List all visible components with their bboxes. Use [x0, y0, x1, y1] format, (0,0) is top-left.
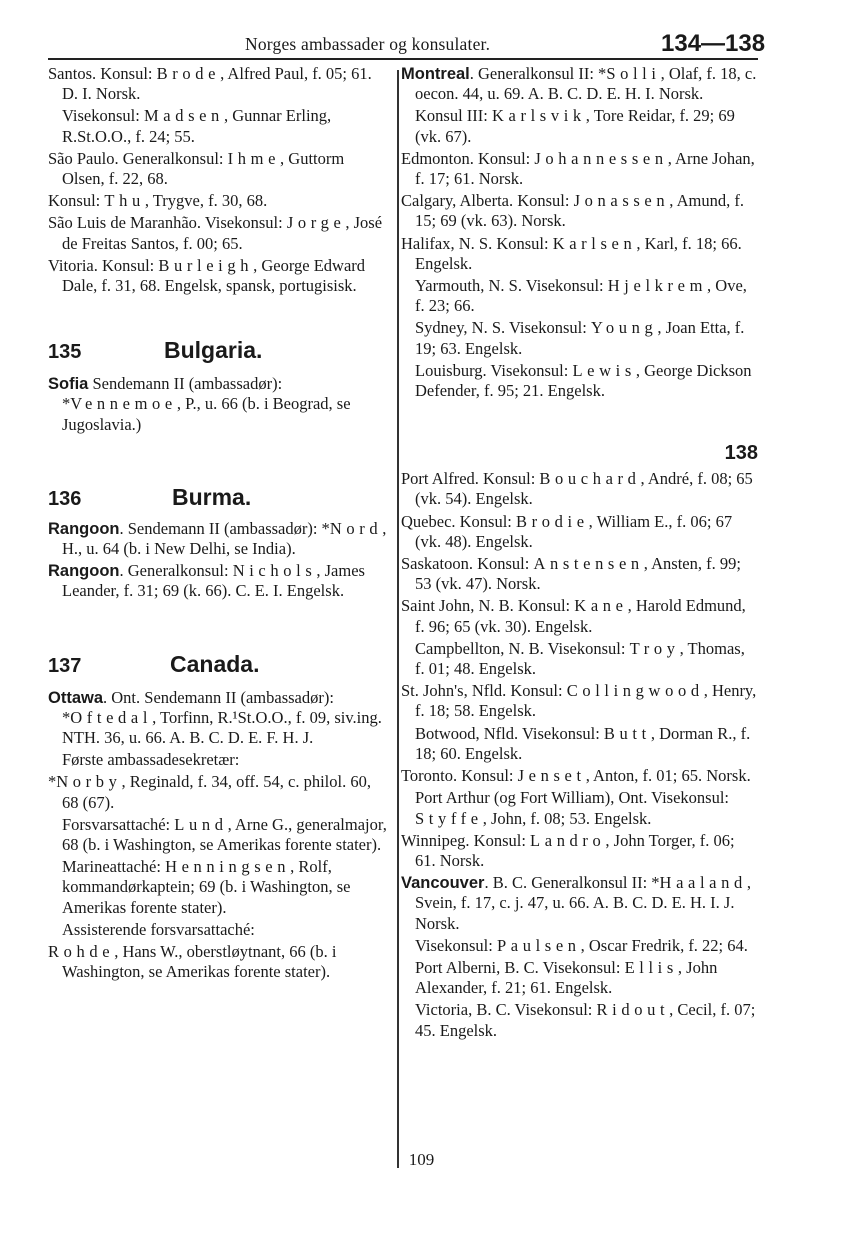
entry: Port Arthur (og Fort William), Ont. Visekonsul: Styffe, John, f. 08; 53. Engelsk.	[415, 788, 729, 828]
entry: Toronto. Konsul: Jenset, Anton, f. 01; 65. Norsk.	[401, 766, 751, 786]
entry: Botwood, Nfld. Visekonsul: Butt, Dorman R., f. 18; 60. Engelsk.	[415, 723, 751, 763]
entry: Port Alberni, B. C. Visekonsul: Ellis, John Alexander, f. 21; 61. Engelsk.	[415, 957, 718, 998]
header-rule	[48, 58, 758, 60]
entry: Louisburg. Visekonsul: Lewis, George Dickson Defender, f. 95; 21. Engelsk.	[415, 360, 752, 401]
brazil-entries	[48, 64, 390, 296]
section-range: 134—138	[661, 30, 766, 57]
entry: Marineattaché: Henningsen, Rolf, kommandørkaptein; 69 (b. i Washington, se Amerikas forente stater).	[62, 857, 351, 917]
left-column	[48, 64, 390, 985]
country-name: Canada.	[170, 650, 260, 677]
entry: Rangoon. Generalkonsul: Nichols, James Leander, f. 31; 69 (k. 66). C. E. I. Engelsk.	[48, 561, 365, 601]
entry: Port Alfred. Konsul: Bouchard, André, f. 08; 65 (vk. 54). Engelsk.	[401, 469, 753, 509]
entry: Victoria, B. C. Visekonsul: Ridout, Cecil, f. 07; 45. Engelsk.	[415, 1000, 756, 1040]
section-number: 137	[48, 654, 82, 677]
entry: São Paulo. Generalkonsul: Ihme, Guttorm Olsen, f. 22, 68.	[48, 148, 345, 189]
entry: Yarmouth, N. S. Visekonsul: Hjelkrem, Ove, f. 23; 66.	[415, 276, 747, 316]
entry: Visekonsul: Madsen, Gunnar Erling, R.St.O.O., f. 24; 55.	[62, 106, 332, 146]
entry: Sofia Sendemann II (ambassadør): *Vennemoe, P., u. 66 (b. i Beograd, se Jugoslavia.)	[48, 374, 351, 434]
entry: Sydney, N. S. Visekonsul: Young, Joan Etta, f. 19; 63. Engelsk.	[415, 318, 745, 358]
entry: São Luis de Maranhão. Visekonsul: Jorge, José de Freitas Santos, f. 00; 65.	[48, 213, 383, 253]
country-name: Burma.	[172, 483, 252, 510]
entry: Vancouver. B. C. Generalkonsul II: *Haaland, Svein, f. 17, c. j. 47, u. 66. A. B. C. D. E. H. I. J. Norsk.	[401, 873, 751, 933]
country-name: Bulgaria.	[164, 337, 263, 364]
page-header	[0, 30, 843, 60]
entry: Visekonsul: Paulsen, Oscar Fredrik, f. 22; 64.	[415, 935, 748, 955]
entry: Assisterende forsvarsattaché:	[62, 919, 255, 939]
section-number-138: 138	[724, 442, 758, 465]
entry: Santos. Konsul: Brode, Alfred Paul, f. 05; 61. D. I. Norsk.	[48, 64, 372, 104]
entry: *Norby, Reginald, f. 34, off. 54, c. philol. 60, 68 (67).	[48, 772, 371, 812]
country-heading-canada	[48, 650, 390, 682]
entry: Saskatoon. Konsul: Anstensen, Ansten, f. 99; 53 (vk. 47). Norsk.	[401, 554, 741, 594]
entry: Forsvarsattaché: Lund, Arne G., generalmajor, 68 (b. i Washington, se Amerikas forente stater).	[62, 814, 387, 855]
entry: Rangoon. Sendemann II (ambassadør): *Nord, H., u. 64 (b. i New Delhi, se India).	[48, 518, 387, 559]
country-heading-bulgaria	[48, 337, 390, 368]
entry: Første ambassadesekretær:	[62, 750, 240, 770]
entry: Vitoria. Konsul: Burleigh, George Edward Dale, f. 31, 68. Engelsk, spansk, portugisisk.	[48, 255, 366, 296]
entry: Konsul III: Karlsvik, Tore Reidar, f. 29; 69 (vk. 67).	[415, 106, 735, 146]
entry: Halifax, N. S. Konsul: Karlsen, Karl, f. 18; 66. Engelsk.	[401, 233, 742, 273]
section-number: 135	[48, 341, 82, 364]
page-number: 109	[408, 1150, 435, 1169]
entry: Konsul: Thu, Trygve, f. 30, 68.	[48, 191, 268, 211]
entry: Rohde, Hans W., oberstløytnant, 66 (b. i Washington, se Amerikas forente stater).	[48, 942, 337, 982]
entry: Montreal. Generalkonsul II: *Solli, Olaf, f. 18, c. oecon. 44, u. 69. A. B. C. D. E. H. I. Norsk.	[401, 64, 757, 104]
entry: Quebec. Konsul: Brodie, William E., f. 06; 67 (vk. 48). Engelsk.	[401, 511, 733, 551]
section-number: 136	[48, 487, 82, 510]
entry: Calgary, Alberta. Konsul: Jonassen, Amund, f. 15; 69 (vk. 63). Norsk.	[401, 191, 744, 231]
entry: Campbellton, N. B. Visekonsul: Troy, Thomas, f. 01; 48. Engelsk.	[415, 638, 745, 679]
running-title: Norges ambassader og konsulater.	[245, 34, 491, 54]
right-column	[401, 64, 758, 1043]
column-divider	[397, 70, 399, 1168]
entry: Winnipeg. Konsul: Landro, John Torger, f. 06; 61. Norsk.	[401, 830, 735, 870]
country-heading-burma	[48, 483, 390, 515]
entry: Saint John, N. B. Konsul: Kane, Harold Edmund, f. 96; 65 (vk. 30). Engelsk.	[401, 596, 746, 636]
entry: Edmonton. Konsul: Johannessen, Arne Johan, f. 17; 61. Norsk.	[401, 148, 755, 189]
entry: Ottawa. Ont. Sendemann II (ambassadør): *Oftedal, Torfinn, R.¹St.O.O., f. 09, siv.ing. NTH. 36, u. 66. A. B. C. D. E. F. H. J.	[48, 687, 382, 748]
entry: St. John's, Nfld. Konsul: Collingwood, Henry, f. 18; 58. Engelsk.	[401, 681, 757, 721]
